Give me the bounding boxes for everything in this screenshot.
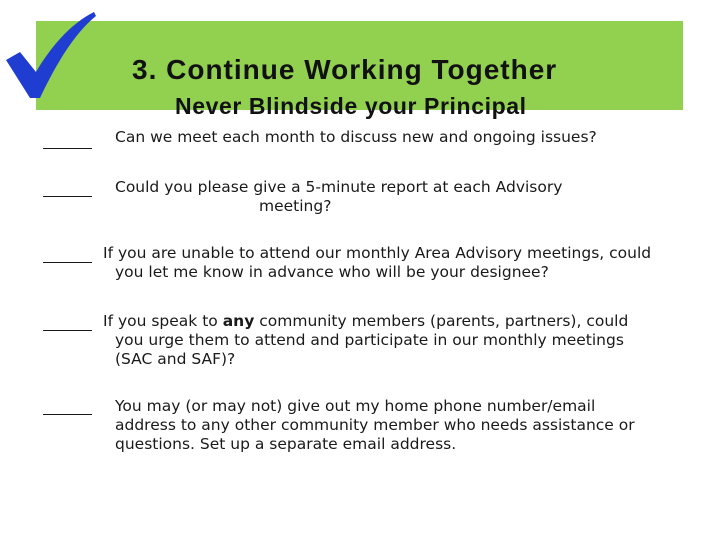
answer-blank[interactable]	[43, 262, 92, 263]
page-title: 3. Continue Working Together	[132, 54, 558, 85]
item-text: questions. Set up a separate email address.	[115, 435, 457, 453]
item-text: meeting?	[259, 197, 332, 215]
answer-blank[interactable]	[43, 414, 92, 415]
item-text: (SAC and SAF)?	[115, 350, 236, 368]
item-text: address to any other community member who needs assistance or	[115, 416, 635, 434]
emphasis-text: any	[222, 312, 255, 330]
item-text: You may (or may not) give out my home phone number/email	[115, 397, 596, 415]
answer-blank[interactable]	[43, 196, 92, 197]
checkmark-icon	[2, 10, 98, 102]
answer-blank[interactable]	[43, 330, 92, 331]
item-text: you urge them to attend and participate in our monthly meetings	[115, 331, 624, 349]
title-banner	[36, 21, 683, 119]
item-text-part: If you speak to	[103, 312, 223, 330]
item-text: Could you please give a 5-minute report at each Advisory	[115, 178, 563, 196]
item-text: you let me know in advance who will be your designee?	[115, 263, 549, 281]
page-subtitle: Never Blindside your Principal	[175, 93, 527, 119]
item-text-part: community members (parents, partners), could	[254, 312, 629, 330]
item-text	[103, 312, 628, 331]
item-text: Can we meet each month to discuss new and ongoing issues?	[115, 128, 597, 146]
answer-blank[interactable]	[43, 148, 92, 149]
item-text: If you are unable to attend our monthly Area Advisory meetings, could	[103, 244, 652, 262]
